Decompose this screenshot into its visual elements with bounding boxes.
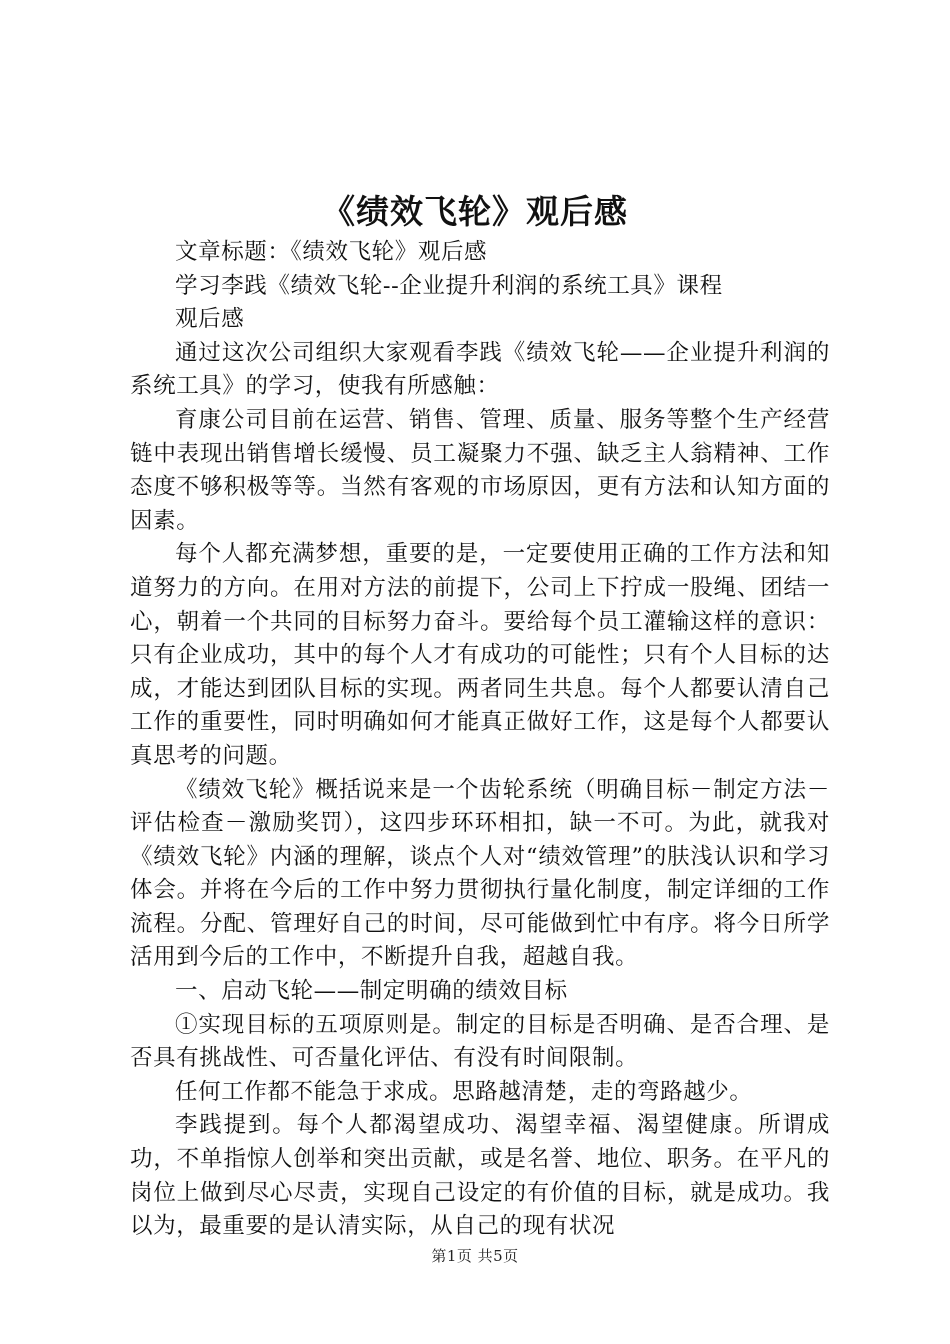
paragraph: 每个人都充满梦想，重要的是，一定要使用正确的工作方法和知道努力的方向。在用对方法的前提下，公司上下拧成一股绳、团结一心，朝着一个共同的目标努力奋斗。要给每个员工灌输这样的意识：只有企业成功，其中的每个人才有成功的可能性；只有个人目标的达成，才能达到团队目标的实现。两者同生共息。每个人都要认清自己工作的重要性，同时明确如何才能真正做好工作，这是每个人都要认真思考的问题。 xyxy=(130,541,830,769)
section-heading: 一、启动飞轮——制定明确的绩效目标 xyxy=(175,978,568,1005)
paragraph-subtitle: 观后感 xyxy=(175,306,245,333)
paragraph-course-line: 学习李践《绩效飞轮--企业提升利润的系统工具》课程 xyxy=(175,272,723,299)
document-title: 《绩效飞轮》观后感 xyxy=(322,192,628,231)
paragraph: 任何工作都不能急于求成。思路越清楚，走的弯路越少。 xyxy=(175,1078,753,1105)
paragraph-article-title: 文章标题：《绩效飞轮》观后感 xyxy=(175,239,488,265)
paragraph: 育康公司目前在运营、销售、管理、质量、服务等整个生产经营链中表现出销售增长缓慢、员工凝聚力不强、缺乏主人翁精神、工作态度不够积极等等。当然有客观的市场原因，更有方法和认知方面的因素。 xyxy=(130,406,830,534)
paragraph: 《绩效飞轮》概括说来是一个齿轮系统（明确目标－制定方法－评估检查－激励奖罚），这四步环环相扣，缺一不可。为此，就我对《绩效飞轮》内涵的理解，谈点个人对“绩效管理”的肤浅认识和学习体会。并将在今后的工作中努力贯彻执行量化制度，制定详细的工作流程。分配、管理好自己的时间，尽可能做到忙中有序。将今日所学活用到今后的工作中，不断提升自我，超越自我。 xyxy=(130,776,830,971)
paragraph: 通过这次公司组织大家观看李践《绩效飞轮——企业提升利润的系统工具》的学习，使我有所感触： xyxy=(130,339,830,400)
paragraph: 李践提到。每个人都渴望成功、渴望幸福、渴望健康。所谓成功，不单指惊人创举和突出贡献，或是名誉、地位、职务。在平凡的岗位上做到尽心尽责，实现自己设定的有价值的目标，就是成功。我以为，最重要的是认清实际，从自己的现有状况 xyxy=(130,1112,830,1240)
page-footer: 第1页 共5页 xyxy=(431,1247,519,1265)
paragraph: ①实现目标的五项原则是。制定的目标是否明确、是否合理、是否具有挑战性、可否量化评估、有没有时间限制。 xyxy=(130,1011,830,1072)
document-body xyxy=(130,236,830,1244)
